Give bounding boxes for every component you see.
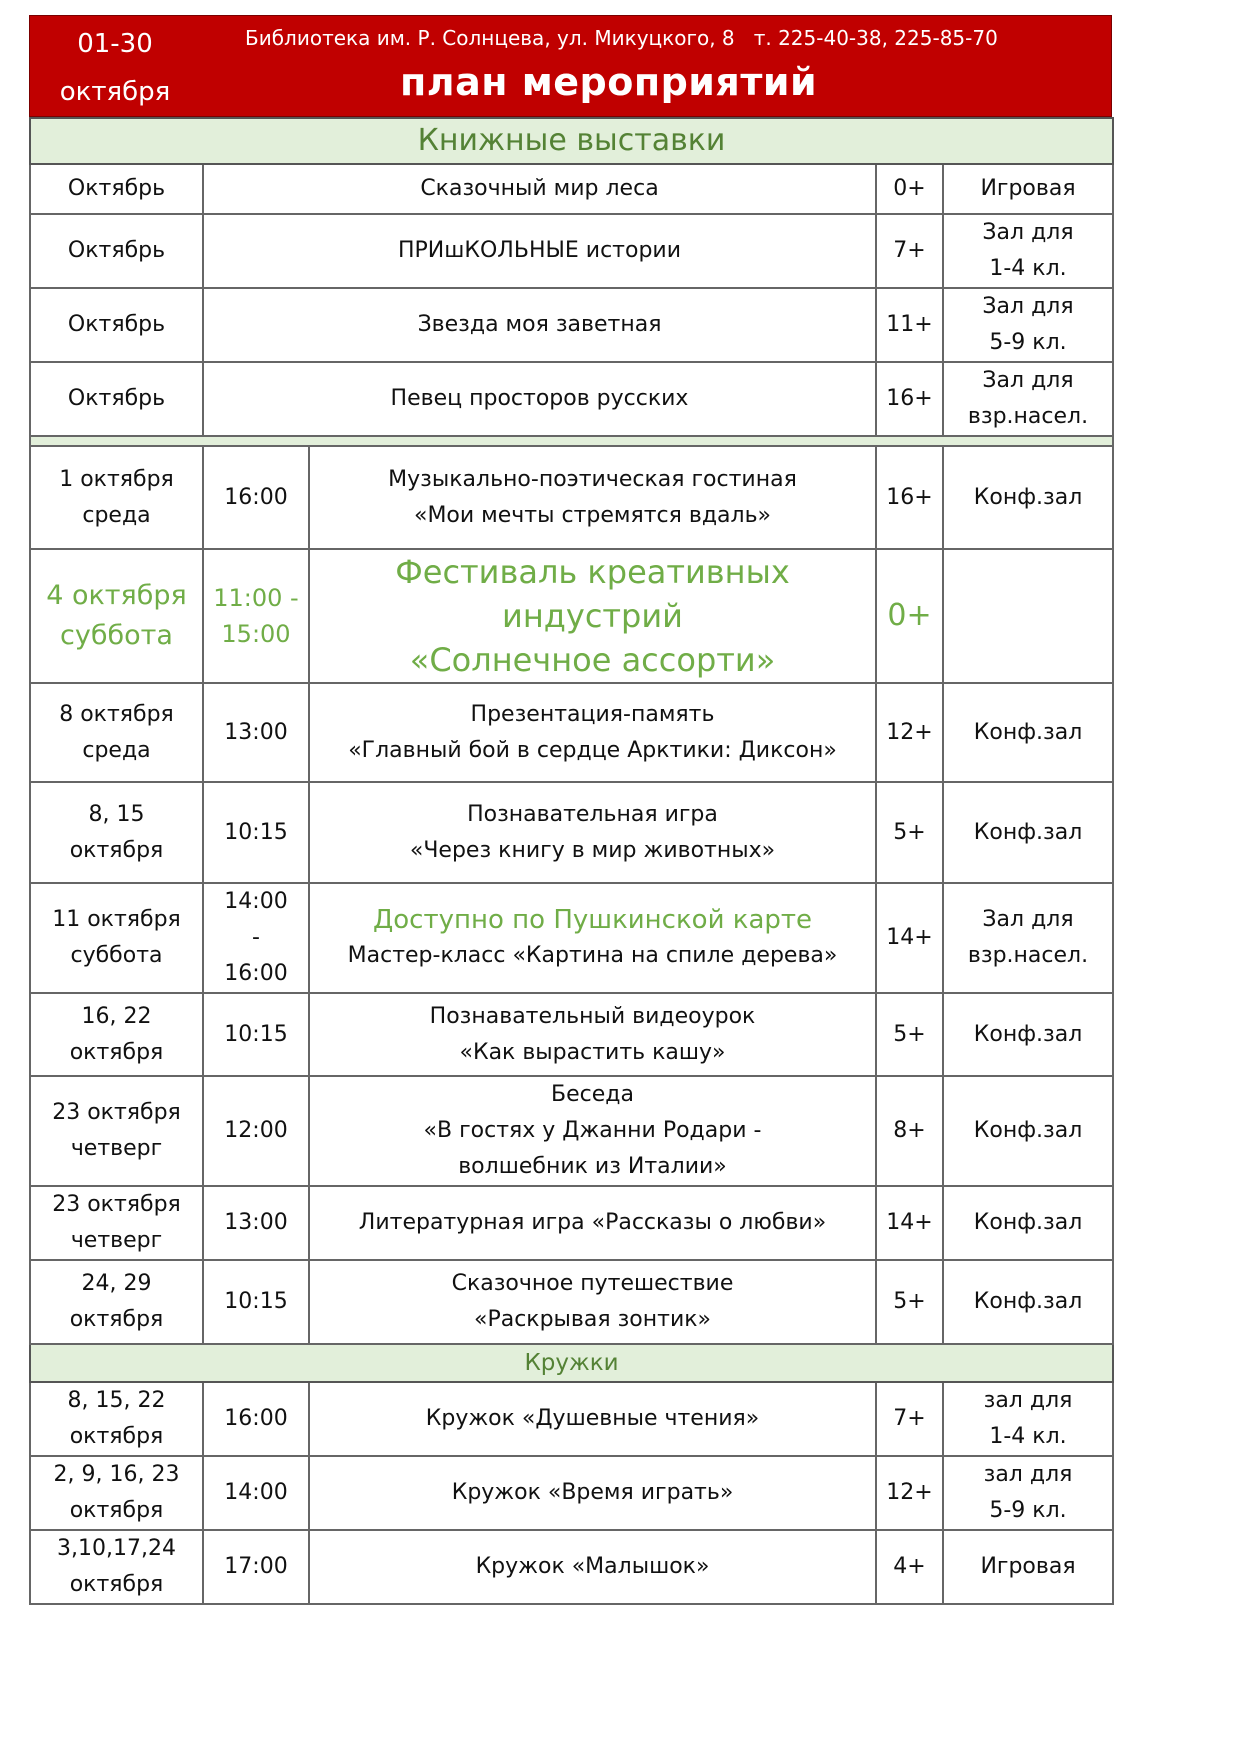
age-rating: 12+ <box>876 1456 943 1530</box>
events-plan-page <box>29 15 1112 1605</box>
event-time: 10:15 <box>203 1260 309 1344</box>
event-row <box>30 883 1113 993</box>
event-date: 11 октября суббота <box>30 883 203 993</box>
event-date: 4 октября суббота <box>30 549 203 683</box>
event-time: 10:15 <box>203 993 309 1076</box>
header-banner <box>29 15 1112 117</box>
event-row <box>30 993 1113 1076</box>
venue: Конф.зал <box>943 446 1113 549</box>
age-rating: 0+ <box>876 164 943 214</box>
exhibition-row <box>30 214 1113 288</box>
page-title: план мероприятий <box>400 60 818 104</box>
event-row <box>30 446 1113 549</box>
club-date: 8, 15, 22 октября <box>30 1382 203 1456</box>
section-title: Кружки <box>30 1344 1113 1382</box>
venue <box>943 549 1113 683</box>
event-title: Музыкально-поэтическая гостиная «Мои мечты стремятся вдаль» <box>309 446 876 549</box>
exhibition-title: ПРИшКОЛЬНЫЕ истории <box>203 214 876 288</box>
exhibition-row <box>30 164 1113 214</box>
event-time: 16:00 <box>203 446 309 549</box>
event-title: Познавательный видеоурок «Как вырастить кашу» <box>309 993 876 1076</box>
event-date: 23 октября четверг <box>30 1076 203 1186</box>
period-month: октября <box>59 77 171 107</box>
venue: Конф.зал <box>943 993 1113 1076</box>
exhibition-date: Октябрь <box>30 362 203 436</box>
age-rating: 7+ <box>876 214 943 288</box>
venue: Конф.зал <box>943 1186 1113 1260</box>
age-rating: 16+ <box>876 362 943 436</box>
exhibition-date: Октябрь <box>30 214 203 288</box>
event-time: 13:00 <box>203 1186 309 1260</box>
venue: зал для 1-4 кл. <box>943 1382 1113 1456</box>
exhibition-row <box>30 288 1113 362</box>
age-rating: 14+ <box>876 883 943 993</box>
venue: Конф.зал <box>943 683 1113 782</box>
event-date: 8 октября среда <box>30 683 203 782</box>
event-title: Сказочное путешествие «Раскрывая зонтик» <box>309 1260 876 1344</box>
event-time: 14:00 - 16:00 <box>203 883 309 993</box>
event-date: 8, 15 октября <box>30 782 203 883</box>
club-row <box>30 1382 1113 1456</box>
period-label <box>40 20 190 116</box>
event-row <box>30 782 1113 883</box>
schedule-table <box>29 117 1114 1605</box>
venue: Игровая <box>943 164 1113 214</box>
age-rating: 7+ <box>876 1382 943 1456</box>
club-date: 3,10,17,24 октября <box>30 1530 203 1604</box>
venue: Конф.зал <box>943 782 1113 883</box>
pushkin-card-note: Доступно по Пушкинской карте <box>372 905 813 935</box>
exhibition-date: Октябрь <box>30 164 203 214</box>
divider-cell <box>30 436 1113 446</box>
section-header-clubs <box>30 1344 1113 1382</box>
exhibition-date: Октябрь <box>30 288 203 362</box>
club-time: 17:00 <box>203 1530 309 1604</box>
event-row <box>30 1186 1113 1260</box>
event-date: 1 октября среда <box>30 446 203 549</box>
event-date: 23 октября четверг <box>30 1186 203 1260</box>
event-date: 24, 29 октября <box>30 1260 203 1344</box>
event-row <box>30 549 1113 683</box>
age-rating: 12+ <box>876 683 943 782</box>
age-rating: 0+ <box>876 549 943 683</box>
exhibition-title: Певец просторов русских <box>203 362 876 436</box>
club-time: 14:00 <box>203 1456 309 1530</box>
age-rating: 4+ <box>876 1530 943 1604</box>
event-title: Фестиваль креативных индустрий «Солнечное ассорти» <box>309 549 876 683</box>
section-title: Книжные выставки <box>30 118 1113 164</box>
club-row <box>30 1530 1113 1604</box>
event-time: 10:15 <box>203 782 309 883</box>
event-time: 13:00 <box>203 683 309 782</box>
exhibition-title: Звезда моя заветная <box>203 288 876 362</box>
club-title: Кружок «Время играть» <box>309 1456 876 1530</box>
event-title: Литературная игра «Рассказы о любви» <box>309 1186 876 1260</box>
event-time: 11:00 - 15:00 <box>203 549 309 683</box>
event-title: Презентация-память «Главный бой в сердце Арктики: Диксон» <box>309 683 876 782</box>
section-divider <box>30 436 1113 446</box>
age-rating: 16+ <box>876 446 943 549</box>
exhibition-row <box>30 362 1113 436</box>
event-date: 16, 22 октября <box>30 993 203 1076</box>
venue: Игровая <box>943 1530 1113 1604</box>
age-rating: 14+ <box>876 1186 943 1260</box>
event-row <box>30 1076 1113 1186</box>
age-rating: 5+ <box>876 993 943 1076</box>
period-dates: 01-30 <box>77 29 153 59</box>
venue: Зал для взр.насел. <box>943 362 1113 436</box>
event-row <box>30 1260 1113 1344</box>
event-title: Познавательная игра «Через книгу в мир животных» <box>309 782 876 883</box>
library-info: Библиотека им. Р. Солнцева, ул. Микуцкого, 8 т. 225-40-38, 225-85-70 <box>245 26 998 50</box>
exhibition-title: Сказочный мир леса <box>203 164 876 214</box>
club-row <box>30 1456 1113 1530</box>
event-title-text: Мастер-класс «Картина на спиле дерева» <box>347 943 838 968</box>
venue: зал для 5-9 кл. <box>943 1456 1113 1530</box>
age-rating: 5+ <box>876 782 943 883</box>
club-title: Кружок «Душевные чтения» <box>309 1382 876 1456</box>
event-time: 12:00 <box>203 1076 309 1186</box>
age-rating: 11+ <box>876 288 943 362</box>
club-date: 2, 9, 16, 23 октября <box>30 1456 203 1530</box>
event-title: Беседа «В гостях у Джанни Родари - волшебник из Италии» <box>309 1076 876 1186</box>
club-time: 16:00 <box>203 1382 309 1456</box>
venue: Зал для 1-4 кл. <box>943 214 1113 288</box>
section-header-exhibitions <box>30 118 1113 164</box>
venue: Конф.зал <box>943 1076 1113 1186</box>
venue: Зал для 5-9 кл. <box>943 288 1113 362</box>
venue: Зал для взр.насел. <box>943 883 1113 993</box>
age-rating: 8+ <box>876 1076 943 1186</box>
club-title: Кружок «Малышок» <box>309 1530 876 1604</box>
age-rating: 5+ <box>876 1260 943 1344</box>
venue: Конф.зал <box>943 1260 1113 1344</box>
event-title <box>309 883 876 993</box>
event-row <box>30 683 1113 782</box>
